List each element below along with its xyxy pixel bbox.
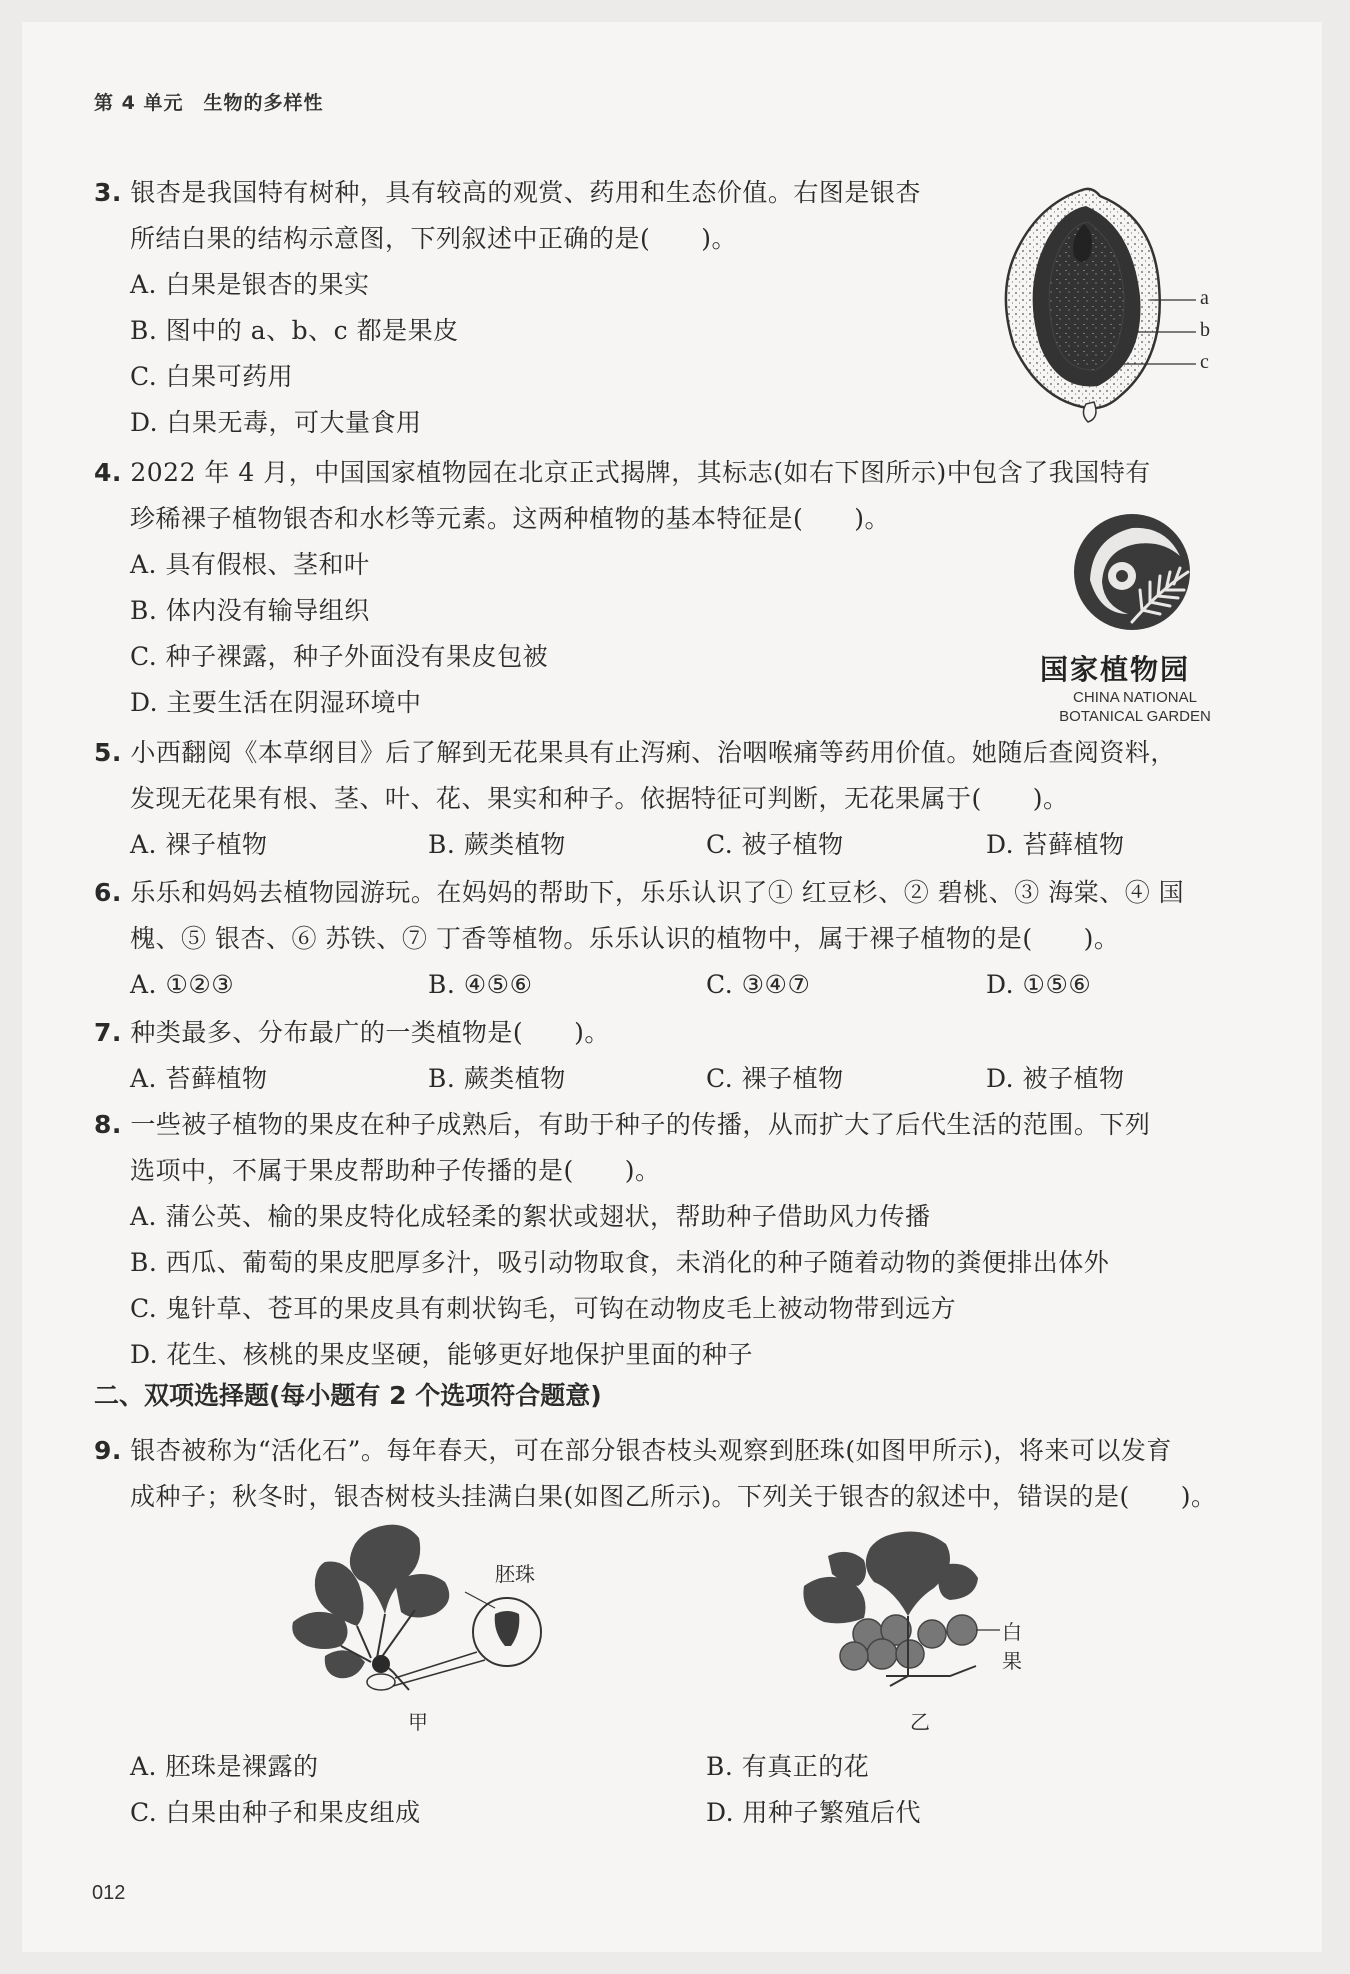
logo-english-line2: BOTANICAL GARDEN	[1059, 708, 1211, 725]
q4-option-a: A. 具有假根、茎和叶	[130, 550, 370, 579]
q5-stem-text1: 小西翻阅《本草纲目》后了解到无花果具有止泻痢、治咽喉痛等药用价值。她随后查阅资料，	[130, 738, 1176, 767]
q8-option-d: D. 花生、核桃的果皮坚硬，能够更好地保护里面的种子	[130, 1340, 754, 1369]
q3-number: 3.	[94, 178, 122, 207]
ginkgo-seed-diagram	[1000, 186, 1230, 426]
q4-option-d: D. 主要生活在阴湿环境中	[130, 688, 422, 717]
q7-stem-line1	[94, 1018, 610, 1048]
q9-number: 9.	[94, 1436, 122, 1465]
q3-stem-line2: 所结白果的结构示意图，下列叙述中正确的是( )。	[130, 224, 738, 253]
q9-stem-line1	[94, 1436, 1172, 1466]
q9-option-d: D. 用种子繁殖后代	[706, 1798, 922, 1827]
q6-option-c: C. ③④⑦	[706, 970, 811, 999]
q4-stem-line2: 珍稀裸子植物银杏和水杉等元素。这两种植物的基本特征是( )。	[130, 504, 891, 533]
page-header	[94, 88, 323, 115]
q7-number: 7.	[94, 1018, 122, 1047]
label-b: b	[1200, 319, 1210, 341]
figure-b-caption: 乙	[910, 1710, 930, 1734]
page-number: 012	[92, 1882, 126, 1904]
q6-stem-text1: 乐乐和妈妈去植物园游玩。在妈妈的帮助下，乐乐认识了① 红豆杉、② 碧桃、③ 海棠、④ 国	[130, 878, 1185, 907]
logo-english-line1: CHINA NATIONAL	[1073, 689, 1197, 706]
unit-title: 生物的多样性	[203, 92, 324, 114]
q7-stem-text1: 种类最多、分布最广的一类植物是( )。	[130, 1018, 610, 1047]
q5-stem-line1	[94, 738, 1176, 768]
logo-chinese-name: 国家植物园	[1040, 653, 1191, 686]
q4-option-c: C. 种子裸露，种子外面没有果皮包被	[130, 642, 549, 671]
q4-option-b: B. 体内没有输导组织	[130, 596, 370, 625]
ovule-label: 胚珠	[495, 1562, 535, 1586]
q6-option-a: A. ①②③	[130, 970, 235, 999]
q8-option-b: B. 西瓜、葡萄的果皮肥厚多汁，吸引动物取食，未消化的种子随着动物的粪便排出体外	[130, 1248, 1110, 1277]
q9-stem-line2: 成种子；秋冬时，银杏树枝头挂满白果(如图乙所示)。下列关于银杏的叙述中，错误的是( )。	[130, 1482, 1217, 1511]
q5-option-d: D. 苔藓植物	[986, 830, 1125, 859]
q8-stem-line1	[94, 1110, 1150, 1140]
label-c: c	[1200, 351, 1209, 373]
q3-stem-text1: 银杏是我国特有树种，具有较高的观赏、药用和生态价值。右图是银杏	[130, 178, 921, 207]
q5-number: 5.	[94, 738, 122, 767]
q7-option-c: C. 裸子植物	[706, 1064, 844, 1093]
q8-option-a: A. 蒲公英、榆的果皮特化成轻柔的絮状或翅状，帮助种子借助风力传播	[130, 1202, 931, 1231]
q4-stem-line1	[94, 458, 1151, 488]
section-heading-double-choice: 二、双项选择题(每小题有 2 个选项符合题意)	[94, 1381, 602, 1410]
q7-option-d: D. 被子植物	[986, 1064, 1125, 1093]
q7-option-a: A. 苔藓植物	[130, 1064, 268, 1093]
q8-stem-text1: 一些被子植物的果皮在种子成熟后，有助于种子的传播，从而扩大了后代生活的范围。下列	[130, 1110, 1151, 1139]
logo-english-name	[1035, 688, 1235, 726]
q3-option-a: A. 白果是银杏的果实	[130, 270, 370, 299]
q4-number: 4.	[94, 458, 122, 487]
q8-option-c: C. 鬼针草、苍耳的果皮具有刺状钩毛，可钩在动物皮毛上被动物带到远方	[130, 1294, 957, 1323]
q9-option-c: C. 白果由种子和果皮组成	[130, 1798, 421, 1827]
q6-option-b: B. ④⑤⑥	[428, 970, 533, 999]
q6-number: 6.	[94, 878, 122, 907]
botanical-garden-logo-icon	[1070, 510, 1200, 640]
q8-number: 8.	[94, 1110, 122, 1139]
ginkgo-nut-figure	[790, 1526, 1030, 1706]
q9-stem-text1: 银杏被称为“活化石”。每年春天，可在部分银杏枝头观察到胚珠(如图甲所示)，将来可以发育	[130, 1436, 1172, 1465]
q7-option-b: B. 蕨类植物	[428, 1064, 566, 1093]
q6-stem-line1	[94, 878, 1184, 908]
figure-a-caption: 甲	[408, 1710, 428, 1734]
q5-option-c: C. 被子植物	[706, 830, 844, 859]
q6-stem-line2: 槐、⑤ 银杏、⑥ 苏铁、⑦ 丁香等植物。乐乐认识的植物中，属于裸子植物的是( )。	[130, 924, 1120, 953]
q5-option-b: B. 蕨类植物	[428, 830, 566, 859]
q4-stem-text1: 2022 年 4 月，中国国家植物园在北京正式揭牌，其标志(如右下图所示)中包含了我国特有	[130, 458, 1151, 487]
q9-option-a: A. 胚珠是裸露的	[130, 1752, 319, 1781]
q3-option-b: B. 图中的 a、b、c 都是果皮	[130, 316, 459, 345]
q5-option-a: A. 裸子植物	[130, 830, 268, 859]
label-a: a	[1200, 287, 1209, 309]
q9-option-b: B. 有真正的花	[706, 1752, 870, 1781]
q8-stem-line2: 选项中，不属于果皮帮助种子传播的是( )。	[130, 1156, 661, 1185]
q3-option-c: C. 白果可药用	[130, 362, 294, 391]
ginkgo-nut-label: 白果	[1002, 1620, 1022, 1673]
ginkgo-ovule-figure	[285, 1522, 555, 1702]
q3-option-d: D. 白果无毒，可大量食用	[130, 408, 422, 437]
q6-option-d: D. ①⑤⑥	[986, 970, 1092, 999]
q5-stem-line2: 发现无花果有根、茎、叶、花、果实和种子。依据特征可判断，无花果属于( )。	[130, 784, 1069, 813]
unit-label: 第 4 单元	[94, 92, 184, 114]
q3-stem-line1	[94, 178, 921, 208]
